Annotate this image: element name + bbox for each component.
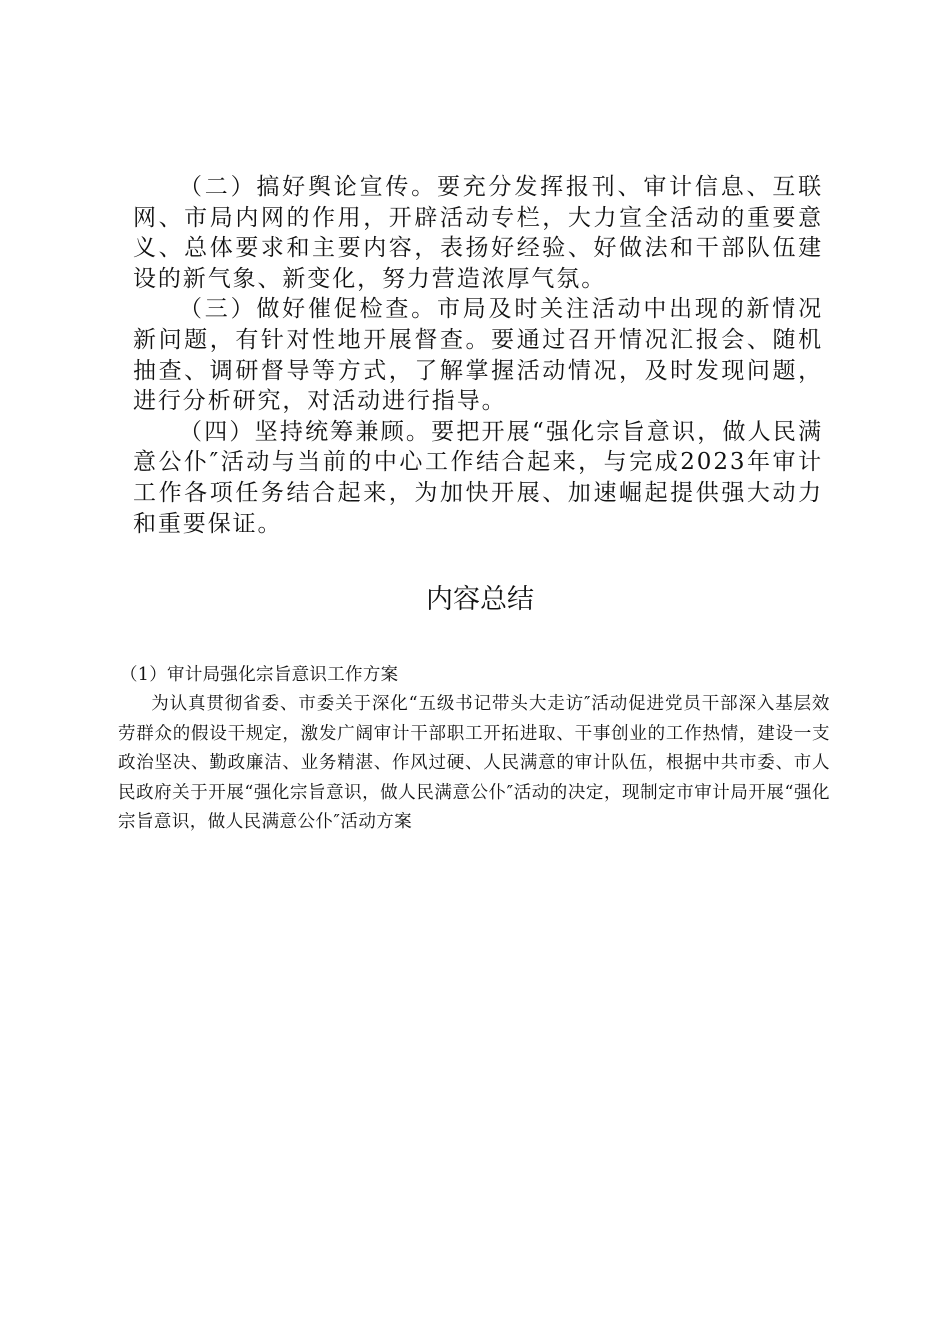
summary-title: 内容总结 xyxy=(426,584,534,615)
summary-heading: （1）审计局强化宗旨意识工作方案 xyxy=(120,665,399,685)
paragraph-inspection: （三）做好催促检查。市局及时关注活动中出现的新情况新问题，有针对性地开展督查。要通过召开情况汇报会、随机抽查、调研督导等方式，了解掌握活动情况，及时发现问题，进行分析研究，对活动进行指导。 xyxy=(133,296,823,415)
paragraph-coordination: （四）坚持统筹兼顾。要把开展“强化宗旨意识，做人民满意公仆″活动与当前的中心工作结合起来，与完成2023年审计工作各项任务结合起来，为加快开展、加速崛起提供强大动力和重要保证。 xyxy=(133,418,823,537)
paragraph-publicity: （二）搞好舆论宣传。要充分发挥报刊、审计信息、互联网、市局内网的作用，开辟活动专栏，大力宣全活动的重要意义、总体要求和主要内容，表扬好经验、好做法和干部队伍建设的新气象、新变化，努力营造浓厚气氛。 xyxy=(133,174,823,292)
body-section xyxy=(133,172,823,539)
summary-text: 为认真贯彻省委、市委关于深化“五级书记带头大走访″活动促进党员干部深入基层效劳群众的假设干规定，激发广阔审计干部职工开拓进取、干事创业的工作热情，建设一支政治坚决、勤政廉洁、业务精湛、作风过硬、人民满意的审计队伍，根据中共市委、市人民政府关于开展“强化宗旨意识，做人民满意公仆″活动的决定，现制定市审计局开展“强化宗旨意识，做人民满意公仆″活动方案 xyxy=(118,694,830,833)
summary-section xyxy=(118,661,830,838)
